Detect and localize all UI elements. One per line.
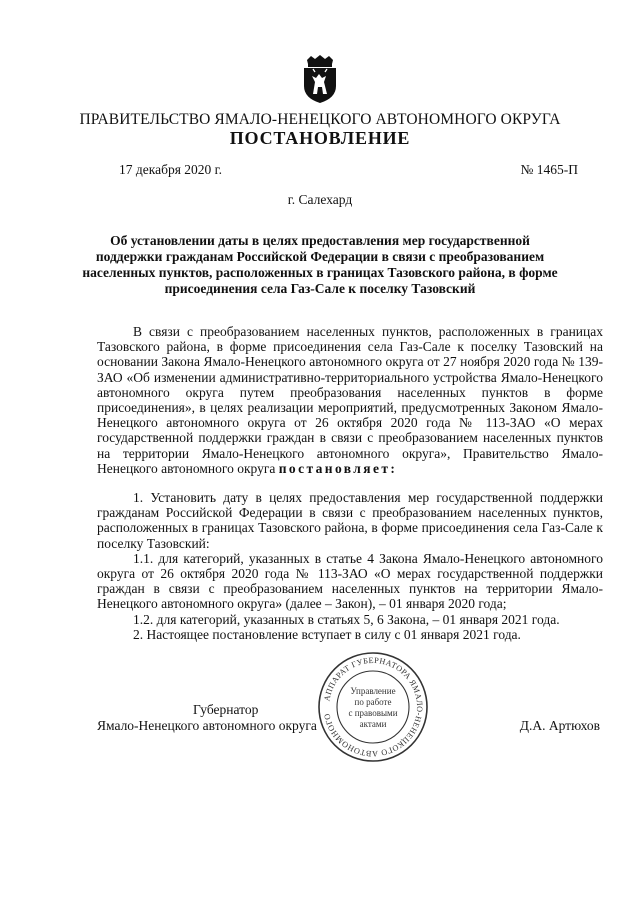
stamp-line-1: Управление — [350, 686, 396, 696]
preamble-text: В связи с преобразованием населенных пунктов, расположенных в границах Тазовского района, в форме присоединения села Газ-Сале к поселку Тазовский на основании Закона Ямало-Ненецкого автономного округа от 27 ноября 2020 года № 139-ЗАО «Об изменении административно-территориального устройства Ямало-Ненецкого автономного округа путем преобразования населенных пунктов в форме присоединения», в целях реализации мероприятий, предусмотренных Законом Ямало-Ненецкого автономного округа от 26 октября 2020 года № 113-ЗАО «О мерах государственной поддержки граждан в связи с преобразованием населенных пунктов на территории Ямало-Ненецкого автономного округа», Правительство Ямало-Ненецкого автономного округа — [97, 324, 603, 476]
signatory-name: Д.А. Артюхов — [519, 718, 600, 733]
document-subject: Об установлении даты в целях предоставления мер государственной поддержки гражданам Российской Федерации в связи с преобразованием населенных пунктов, расположенных в границах Тазовского района, в форме присоединения села Газ-Сале к поселку Тазовский — [82, 233, 558, 296]
stamp-inner-ring — [337, 671, 409, 743]
decree-verb: постановляет: — [278, 460, 398, 476]
stamp-outer-ring — [319, 653, 427, 761]
document-date: 17 декабря 2020 г. — [119, 162, 223, 177]
government-title: ПРАВИТЕЛЬСТВО ЯМАЛО-НЕНЕЦКОГО АВТОНОМНОГО ОКРУГА — [79, 111, 561, 128]
preamble-paragraph — [97, 324, 603, 476]
signatory-region: Ямало-Ненецкого автономного округа — [97, 718, 317, 733]
clause-1-2: 1.2. для категорий, указанных в статьях 5, 6 Закона, – 01 января 2021 года. — [133, 611, 560, 627]
document-number: № 1465-П — [520, 162, 578, 177]
document-type: ПОСТАНОВЛЕНИЕ — [229, 128, 411, 148]
stamp-line-2: по работе — [354, 697, 392, 707]
signatory-title: Губернатор — [193, 702, 259, 717]
clause-1-1: 1.1. для категорий, указанных в статье 4 Закона Ямало-Ненецкого автономного округа от 26 октября 2020 года № 113-ЗАО «О мерах государственной поддержки граждан в связи с преобразованием населенных пунктов на территории Ямало-Ненецкого автономного округа» (далее – Закон), – 01 января 2020 года; — [97, 550, 603, 612]
coat-of-arms-icon — [301, 54, 339, 104]
official-stamp — [316, 650, 430, 764]
document-body — [97, 324, 603, 642]
clause-1: 1. Установить дату в целях предоставления мер государственной поддержки гражданам Российской Федерации в связи с преобразованием населенных пунктов, расположенных в границах Тазовского района, в форме присоединения села Газ-Сале к поселку Тазовский: — [97, 490, 603, 551]
svg-text:АППАРАТ ГУБЕРНАТОРА ЯМАЛО-НЕНЕ — [322, 656, 424, 758]
stamp-ring-text: АППАРАТ ГУБЕРНАТОРА ЯМАЛО-НЕНЕЦКОГО АВТОНОМНОГО — [322, 655, 425, 759]
stamp-line-3: с правовыми — [348, 708, 398, 718]
clause-2: 2. Настоящее постановление вступает в силу с 01 января 2021 года. — [133, 626, 521, 642]
document-city: г. Салехард — [287, 192, 353, 207]
stamp-line-4: актами — [359, 719, 387, 729]
